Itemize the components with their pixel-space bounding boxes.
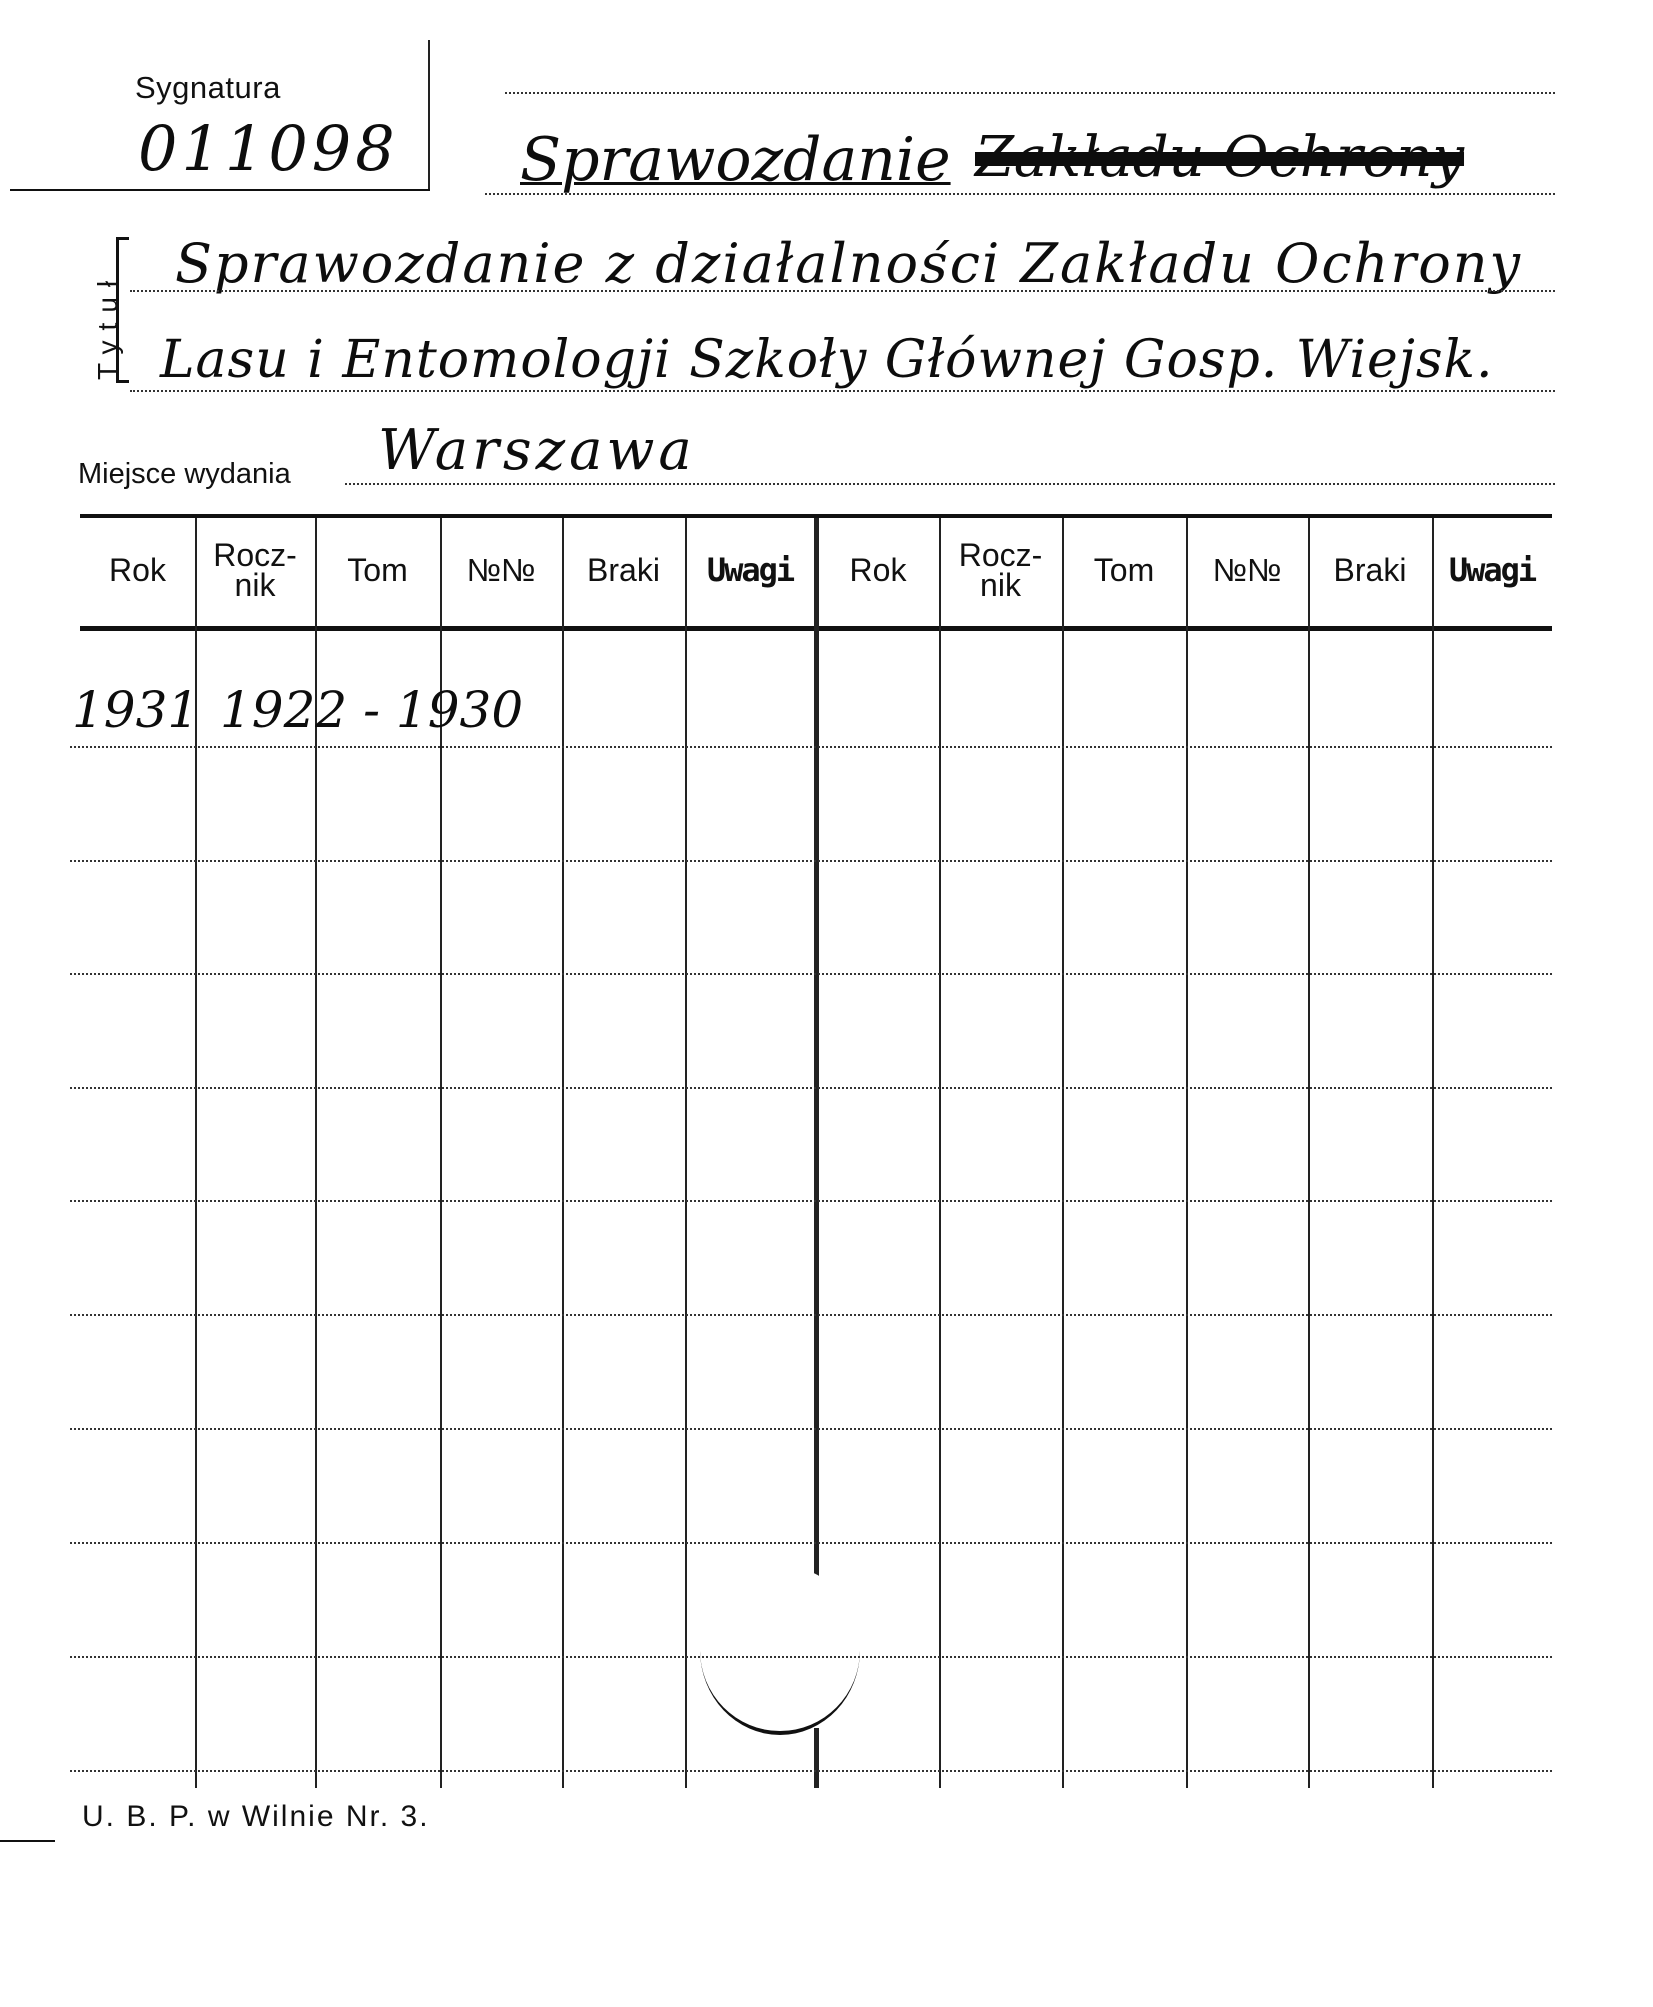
row-1-rok: 1931 — [72, 681, 200, 739]
row-dotline — [70, 1770, 1552, 1772]
center-divider-top — [814, 518, 819, 1578]
tytul-line-1: Sprawozdanie z działalności Zakładu Ochrony — [175, 232, 1522, 295]
heading-word: Sprawozdanie — [520, 125, 951, 195]
miejsce-value: Warszawa — [378, 418, 696, 483]
col-rok-1: Rok — [109, 552, 166, 588]
col-divider — [1186, 518, 1188, 1788]
row-dotline — [70, 860, 1552, 862]
heading-dotline-1 — [505, 92, 1555, 94]
row-dotline — [70, 1428, 1552, 1430]
tytul-line-2: Lasu i Entomologji Szkoły Głównej Gosp. Wiejsk. — [160, 330, 1494, 390]
col-uwagi-1: Uwagi — [706, 551, 794, 589]
tytul-bracket — [116, 237, 129, 383]
row-dotline — [70, 1200, 1552, 1202]
col-nrnr-2: №№ — [1212, 552, 1282, 588]
tytul-label: Tytuł — [92, 270, 123, 380]
col-tom-2: Tom — [1093, 552, 1155, 588]
col-divider — [939, 518, 941, 1788]
col-braki-1: Braki — [587, 552, 660, 588]
tytul-dotline-2 — [130, 390, 1555, 392]
col-rocznik-2: Rocz- nik — [958, 537, 1043, 603]
col-divider — [685, 518, 687, 1788]
sygnatura-value: 011098 — [138, 112, 399, 185]
miejsce-dotline — [345, 483, 1555, 485]
col-braki-2: Braki — [1333, 552, 1407, 588]
center-divider-bottom — [814, 1728, 819, 1788]
col-uwagi-2: Uwagi — [1448, 551, 1536, 589]
col-tom-1: Tom — [347, 552, 408, 588]
printer-footer: U. B. P. w Wilnie Nr. 3. — [82, 1800, 430, 1833]
row-dotline — [70, 973, 1552, 975]
col-divider — [562, 518, 564, 1788]
row-dotline — [70, 746, 1552, 748]
footer-edge-mark — [0, 1840, 55, 1842]
row-1-rocznik: 1922 - 1930 — [220, 681, 524, 739]
col-divider — [1432, 518, 1434, 1788]
row-dotline — [70, 1314, 1552, 1316]
heading-crossed-out: Zakładu Ochrony — [975, 125, 1465, 190]
sygnatura-box-right-border — [428, 40, 430, 190]
row-dotline — [70, 1656, 1552, 1658]
col-rocznik-1: Rocz- nik — [213, 537, 297, 603]
col-rok-2: Rok — [849, 552, 907, 588]
row-dotline — [70, 1087, 1552, 1089]
col-divider — [1308, 518, 1310, 1788]
sygnatura-box-bottom-border — [10, 189, 430, 191]
row-dotline — [70, 1542, 1552, 1544]
col-nrnr-1: №№ — [466, 552, 536, 588]
punch-hole — [700, 1565, 860, 1735]
miejsce-label: Miejsce wydania — [78, 458, 291, 490]
heading-dotline-2 — [485, 193, 1555, 195]
tytul-dotline-1 — [130, 290, 1555, 292]
col-divider — [1062, 518, 1064, 1788]
sygnatura-label: Sygnatura — [135, 70, 281, 105]
